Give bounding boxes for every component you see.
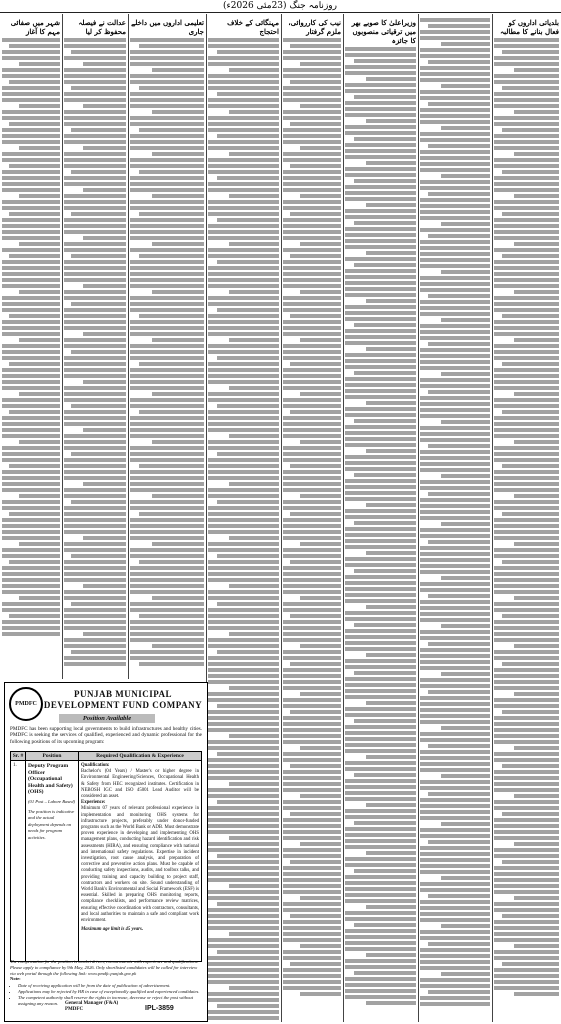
news-column-5 — [283, 16, 341, 1020]
row-position — [26, 761, 79, 962]
positions-table — [10, 751, 202, 962]
column-divider — [128, 14, 129, 679]
signatory — [65, 1001, 118, 1013]
ad-reference: IPL-3859 — [145, 1005, 174, 1012]
table-row — [11, 761, 202, 962]
age-limit: Maximum age limit is 45 years. — [81, 927, 144, 933]
signatory-org: PMDFC — [65, 1007, 84, 1012]
job-advertisement — [4, 682, 208, 1022]
list-item: • Applications may be rejected by HR in case of exceptionally qualified and experienced candidates. — [18, 989, 202, 995]
position-title: Deputy Program Officer (Occupational Health and Safety) (OHS) — [28, 763, 73, 796]
column-headline: عدالت نے فیصلہ محفوظ کر لیا — [78, 18, 126, 36]
list-item: • The competent authority shall reserve the rights to increase, decrease or reject the post without assigning any reason. — [18, 995, 202, 1007]
experience-title: Experience: — [81, 800, 106, 806]
list-item: • Date of receiving application will be from the date of publication of advertisement. — [18, 983, 202, 989]
column-headline: شہر میں صفائی مہم کا آغاز — [10, 18, 60, 36]
sidebar-headline: بلدیاتی اداروں کو فعال بنانے کا مطالبہ — [500, 18, 559, 36]
ad-intro: PMDFC has been supporting local governments to build infrastructures and healthy cities. PMDFC is seeking the services of qualified, experienced and dynamic professional for the following positions of its upcoming program: — [10, 726, 202, 745]
table-header: Required Qualification & Experience — [79, 752, 202, 761]
news-column-7 — [420, 16, 490, 1020]
news-column-6 — [345, 16, 416, 1020]
table-header: Position — [26, 752, 79, 761]
qualification-title: Qualification: — [81, 763, 110, 768]
news-column-2 — [64, 16, 126, 678]
column-divider — [343, 14, 344, 1022]
position-note: The position is indicative and the actual deployment depends on needs for program activities. — [28, 808, 75, 840]
column-divider — [492, 14, 493, 1022]
news-column-4 — [208, 16, 279, 1020]
column-divider — [281, 14, 282, 1022]
news-column-1 — [2, 16, 60, 678]
news-column-8 — [494, 16, 559, 1020]
news-column-3 — [130, 16, 204, 678]
signatory-title: General Manager (F&A) — [65, 1001, 119, 1006]
experience-text: Minimum 07 years of relevant professional experience in implementation and monitoring OHS systems for infrastructure projects, preferably under donor-funded programs such as the World Bank or ADB. Must demonstrate proven experience in developing and implementing OHS management plans, conducting hazard identification and risk assessments (HIRA), and ensuring compliance with national and international safety regulations. Expertise in incident investigation, root cause analysis, and preparation of corrective and preventive action plans. Must be capable of conducting safety inspections, audits, and toolbox talks, and providing training and capacity building to project staff, contractors and workers on site. Sound understanding of World Bank's Environmental and Social Framework (ESF) is essential. Skilled in preparing OHS monitoring reports, compliance checklists, and performance review matrices, ensuring effective coordination with contractors, consultants, and local authorities to maintain a safe and compliant work environment. — [81, 806, 199, 924]
column-headline: مہنگائی کے خلاف احتجاج — [227, 18, 279, 36]
column-divider — [62, 14, 63, 679]
pmdfc-logo: PMDFC — [9, 687, 43, 721]
table-header: Sr. # — [11, 752, 26, 761]
row-sr: 1. — [11, 761, 26, 962]
notes-title: Note: — [10, 976, 21, 982]
ad-banner: Position Available — [59, 714, 155, 723]
compensation-text: The compensation for the position is market driven, commensurate with experience and qualifications. Please apply to compliance by 9th May, 2026. Only shortlisted candidates will be called for interview via web portal through the following link: www.pmdfc.punjab.gov.pk — [10, 959, 199, 976]
column-divider — [418, 14, 419, 1022]
column-headline: نیب کی کارروائی، ملزم گرفتار — [288, 18, 341, 36]
masthead-date: روزنامہ جنگ (23مئی 2026ء) — [223, 1, 337, 11]
position-location: (01 Post – Lahore Based) — [28, 798, 76, 804]
ad-company-name: PUNJAB MUNICIPAL DEVELOPMENT FUND COMPANY — [43, 689, 203, 710]
qualification-text: Bachelor's (04 Years) / Master's or higher degree in Environmental Engineering/Sciences, Occupational Health & Safety from HEC recognized institutes. Certification in NEBOSH IGC and ISO 45001 Lead Auditor will be considered an asset. — [81, 769, 199, 800]
column-headline: وزیراعلیٰ کا صوبے بھر میں ترقیاتی منصوبوں کا جائزہ — [351, 18, 416, 45]
column-headline: تعلیمی اداروں میں داخلے جاری — [131, 18, 204, 36]
masthead-rule — [0, 12, 561, 13]
ad-footer — [10, 959, 202, 1006]
row-requirements — [79, 761, 202, 962]
